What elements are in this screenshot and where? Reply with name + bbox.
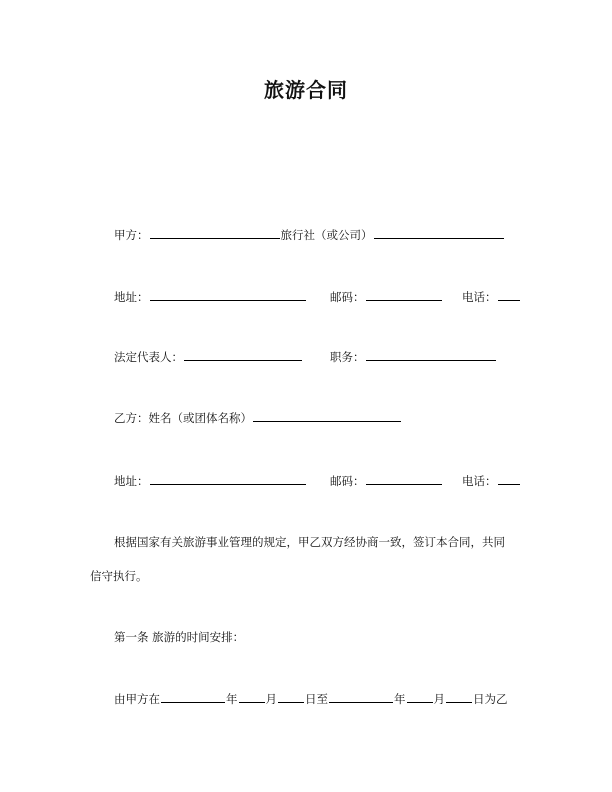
start-day-to-label: 日至 [305, 692, 328, 706]
party-a-position-blank[interactable] [366, 347, 496, 361]
end-month-label: 月 [433, 692, 445, 706]
party-a-agency-blank[interactable] [374, 225, 504, 239]
party-a-position-label: 职务： [330, 350, 365, 364]
party-b-phone-blank[interactable] [498, 471, 520, 485]
party-b-postcode-blank[interactable] [366, 471, 442, 485]
party-a-postcode-group [330, 287, 443, 305]
preamble-line-1: 根据国家有关旅游事业管理的规定，甲乙双方经协商一致，签订本合同，共同 [114, 535, 505, 549]
party-b-address-group [114, 471, 307, 489]
party-a-postcode-label: 邮码： [330, 290, 365, 304]
end-day-label: 日为乙 [473, 692, 508, 706]
party-b-label: 乙方：姓名（或团体名称） [114, 411, 252, 425]
party-a-label: 甲方： [114, 228, 149, 242]
party-a-rep-group [114, 347, 303, 365]
party-a-rep-label: 法定代表人： [114, 350, 183, 364]
party-b-address-blank[interactable] [150, 471, 306, 485]
party-a-phone-group [462, 287, 521, 305]
party-b-postcode-group [330, 471, 443, 489]
party-a-agency-label: 旅行社（或公司） [280, 228, 373, 242]
party-a-rep-blank[interactable] [184, 347, 302, 361]
article-1-heading: 第一条 旅游的时间安排： [114, 630, 245, 644]
preamble-line-2: 信守执行。 [90, 569, 148, 583]
party-b-row [114, 408, 402, 426]
end-year-label: 年 [394, 692, 406, 706]
article-1-date-row [114, 689, 508, 707]
party-a-position-group [330, 347, 497, 365]
party-b-name-blank[interactable] [253, 408, 401, 422]
party-a-address-blank[interactable] [150, 287, 306, 301]
party-b-address-label: 地址： [114, 474, 149, 488]
party-a-address-group [114, 287, 307, 305]
party-a-postcode-blank[interactable] [366, 287, 442, 301]
start-month-label: 月 [265, 692, 277, 706]
party-b-phone-group [462, 471, 521, 489]
start-month-blank[interactable] [239, 689, 265, 703]
contract-title: 旅游合同 [264, 78, 348, 102]
end-day-blank[interactable] [446, 689, 472, 703]
party-a-address-label: 地址： [114, 290, 149, 304]
end-year-blank[interactable] [329, 689, 393, 703]
article-1-from-text: 由甲方在 [114, 692, 160, 706]
party-a-phone-blank[interactable] [498, 287, 520, 301]
party-b-postcode-label: 邮码： [330, 474, 365, 488]
start-year-blank[interactable] [161, 689, 225, 703]
end-month-blank[interactable] [407, 689, 433, 703]
party-a-name-blank[interactable] [150, 225, 280, 239]
party-a-row [114, 225, 505, 243]
start-day-blank[interactable] [278, 689, 304, 703]
party-b-phone-label: 电话： [462, 474, 497, 488]
start-year-label: 年 [226, 692, 238, 706]
party-a-phone-label: 电话： [462, 290, 497, 304]
